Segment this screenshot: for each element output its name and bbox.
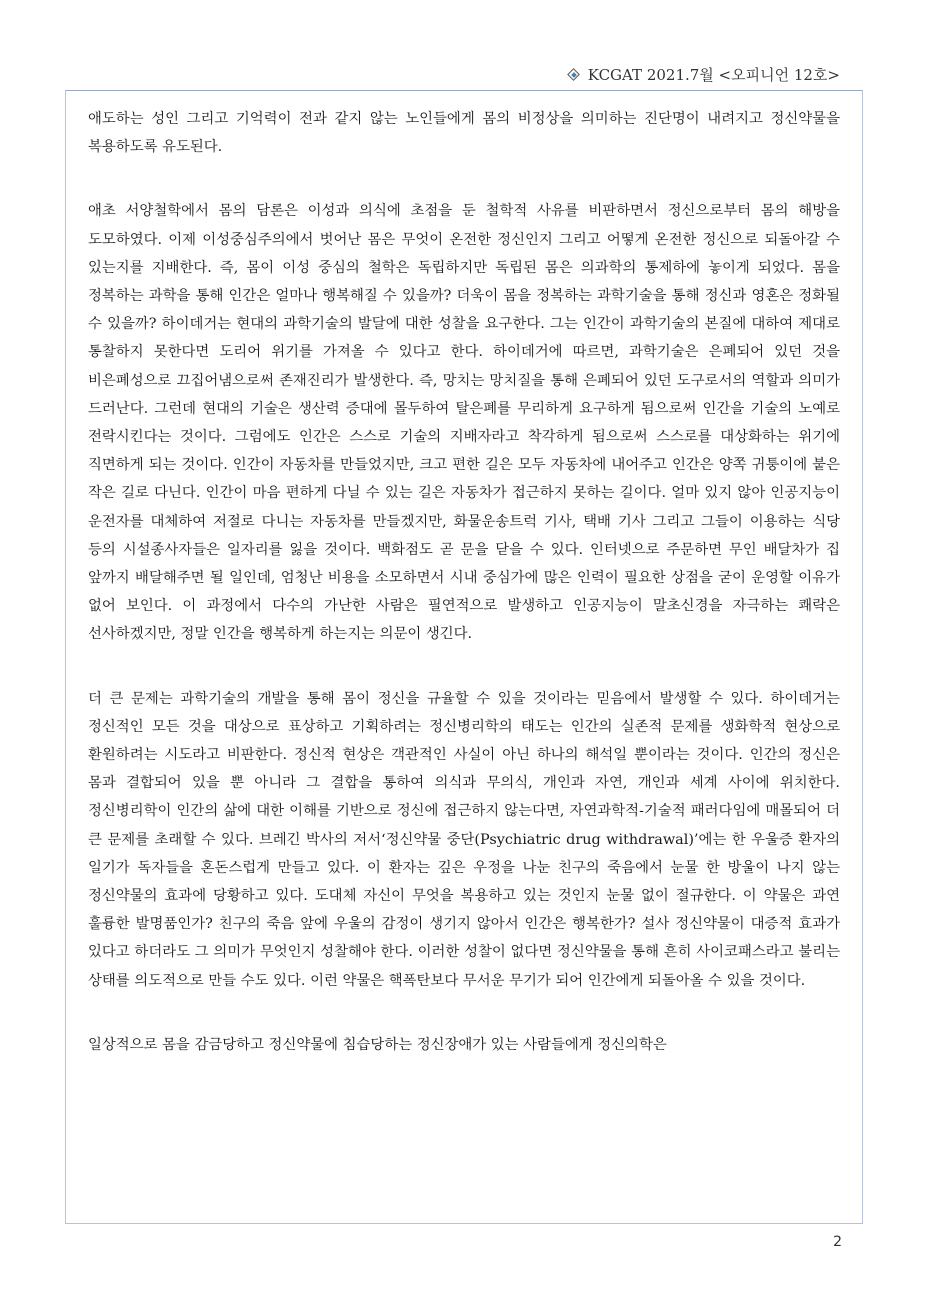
page-header [568, 64, 840, 85]
paragraph-3: 더 큰 문제는 과학기술의 개발을 통해 몸이 정신을 규율할 수 있을 것이라는 믿음에서 발생할 수 있다. 하이데거는 정신적인 모든 것을 대상으로 표상하고 기획하려는 정신병리학의 태도는 인간의 실존적 문제를 생화학적 현상으로 환원하려는 시도라고 비판한다. 정신적 현상은 객관적인 사실이 아닌 하나의 해석일 뿐이라는 것이다. 인간의 정신은 몸과 결합되어 있을 뿐 아니라 그 결합을 통하여 의식과 무의식, 개인과 자연, 개인과 세계 사이에 위치한다. 정신병리학이 인간의 삶에 대한 이해를 기반으로 정신에 접근하지 않는다면, 자연과학적-기술적 패러다임에 매몰되어 더 큰 문제를 초래할 수 있다. 브레긴 박사의 저서‘정신약물 중단(Psychiatric drug withdrawal)’에는 한 우울증 환자의 일기가 독자들을 혼돈스럽게 만들고 있다. 이 환자는 깊은 우정을 나눈 친구의 죽음에서 눈물 한 방울이 나지 않는 정신약물의 효과에 당황하고 있다. 도대체 자신이 무엇을 복용하고 있는 것인지 눈물 없이 절규한다. 이 약물은 과연 훌륭한 발명품인가? 친구의 죽음 앞에 우울의 감정이 생기지 않아서 인간은 행복한가? 설사 정신약물이 대증적 효과가 있다고 하더라도 그 의미가 무엇인지 성찰해야 한다. 이러한 성찰이 없다면 정신약물을 통해 흔히 사이코패스라고 불리는 상태를 의도적으로 만들 수도 있다. 이런 약물은 핵폭탄보다 무서운 무기가 되어 인간에게 되돌아올 수 있을 것이다. [88, 690, 840, 989]
diamond-bullet-icon [568, 69, 580, 81]
paragraph-2: 애초 서양철학에서 몸의 담론은 이성과 의식에 초점을 둔 철학적 사유를 비판하면서 정신으로부터 몸의 해방을 도모하였다. 이제 이성중심주의에서 벗어난 몸은 무엇이 온전한 정신인지 그리고 어떻게 온전한 정신으로 되돌아갈 수 있는지를 지배한다. 즉, 몸이 이성 중심의 철학은 독립하지만 독립된 몸은 의과학의 통제하에 놓이게 되었다. 몸을 정복하는 과학을 통해 인간은 얼마나 행복해질 수 있을까? 더욱이 몸을 정복하는 과학기술을 통해 정신과 영혼은 정화될 수 있을까? 하이데거는 현대의 과학기술의 발달에 대한 성찰을 요구한다. 그는 인간이 과학기술의 본질에 대하여 제대로 통찰하지 못한다면 도리어 위기를 가져올 수 있다고 한다. 하이데거에 따르면, 과학기술은 은폐되어 있던 것을 비은폐성으로 끄집어냄으로써 존재진리가 발생한다. 즉, 망치는 망치질을 통해 은폐되어 있던 도구로서의 역할과 의미가 드러난다. 그런데 현대의 기술은 생산력 증대에 몰두하여 탈은폐를 무리하게 요구하게 됨으로써 인간을 기술의 노예로 전락시킨다는 것이다. 그럼에도 인간은 스스로 기술의 지배자라고 착각하게 됨으로써 스스로를 대상화하는 위기에 직면하게 되는 것이다. 인간이 자동차를 만들었지만, 크고 편한 길은 모두 자동차에 내어주고 인간은 양쪽 귀퉁이에 붙은 작은 길로 다닌다. 인간이 마음 편하게 다닐 수 있는 길은 자동차가 접근하지 못하는 길이다. 얼마 있지 않아 인공지능이 운전자를 대체하여 저절로 다니는 자동차를 만들겠지만, 화물운송트럭 기사, 택배 기사 그리고 그들이 이용하는 식당 등의 시설종사자들은 일자리를 잃을 것이다. 백화점도 곧 문을 닫을 수 있다. 인터넷으로 주문하면 무인 배달차가 집 앞까지 배달해주면 될 일인데, 엄청난 비용을 소모하면서 시내 중심가에 많은 인력이 필요한 상점을 굳이 운영할 이유가 없어 보인다. 이 과정에서 다수의 가난한 사람은 필연적으로 발생하고 인공지능이 말초신경을 자극하는 쾌락은 선사하겠지만, 정말 인간을 행복하게 하는지는 의문이 생긴다. [88, 203, 840, 643]
paragraph-4: 일상적으로 몸을 감금당하고 정신약물에 침습당하는 정신장애가 있는 사람들에게 정신의학은 [88, 1036, 667, 1053]
paragraph-1: 애도하는 성인 그리고 기억력이 전과 같지 않는 노인들에게 몸의 비정상을 의미하는 진단명이 내려지고 정신약물을 복용하도록 유도된다. [88, 111, 840, 156]
page-number: 2 [833, 1234, 842, 1250]
header-text: KCGAT 2021.7월 <오피니언 12호> [587, 66, 840, 84]
content-frame [65, 90, 863, 1224]
